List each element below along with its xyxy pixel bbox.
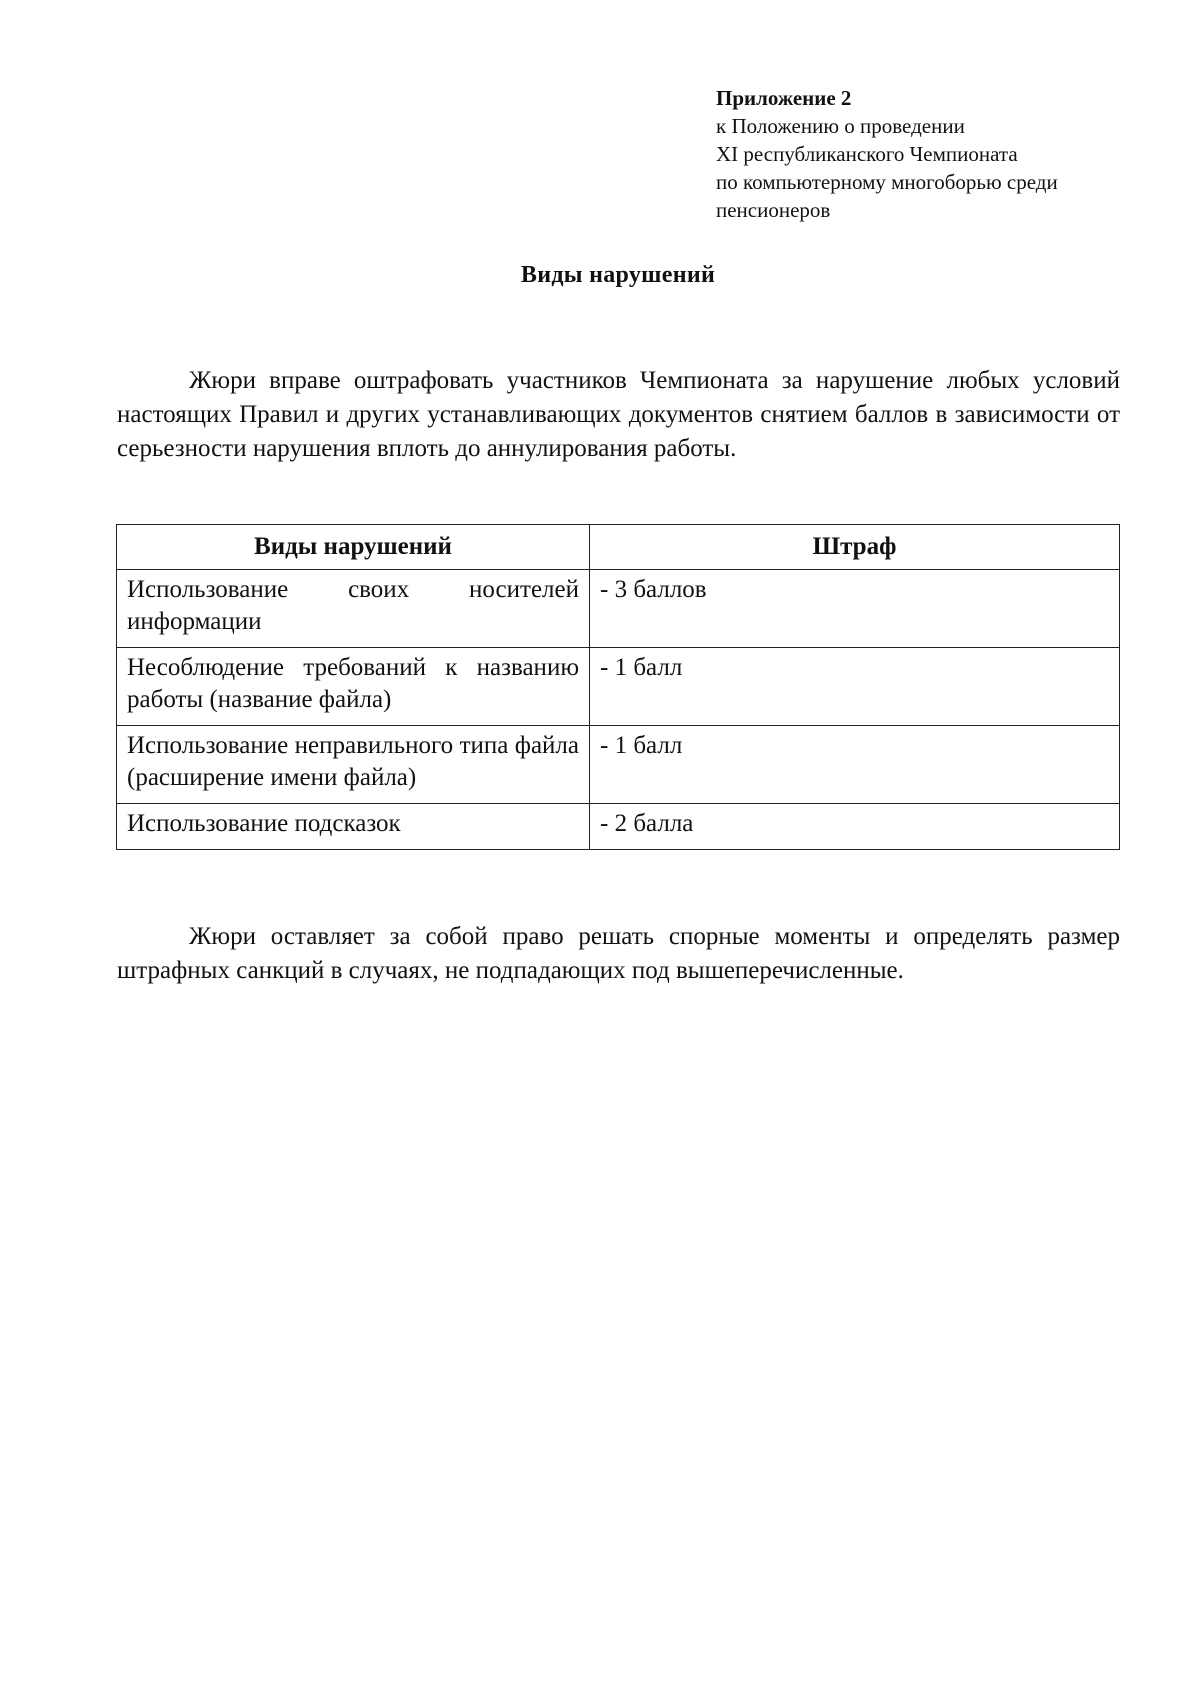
closing-paragraph: Жюри оставляет за собой право решать спорные моменты и определять размер штрафных санкций в случаях, не подпадающих под вышеперечисленные. bbox=[117, 923, 1120, 984]
annex-title: Приложение 2 bbox=[716, 86, 852, 110]
annex-line: по компьютерному многоборью среди bbox=[716, 170, 1058, 194]
column-header-violation: Виды нарушений bbox=[117, 525, 590, 570]
table-row bbox=[117, 726, 1120, 804]
document-title: Виды нарушений bbox=[520, 262, 716, 288]
table-header-row bbox=[117, 525, 1120, 570]
table-row bbox=[117, 804, 1120, 850]
column-header-penalty: Штраф bbox=[590, 525, 1120, 570]
penalty-cell: - 3 баллов bbox=[590, 570, 1120, 648]
penalties-table bbox=[116, 524, 1120, 850]
violation-cell: Несоблюдение требований к названию работы (название файла) bbox=[117, 648, 590, 726]
table-row bbox=[117, 570, 1120, 648]
annex-header bbox=[716, 84, 1156, 224]
intro-paragraph: Жюри вправе оштрафовать участников Чемпионата за нарушение любых условий настоящих Правил и других устанавливающих документов снятием баллов в зависимости от серьезности нарушения вплоть до аннулирования работы. bbox=[117, 367, 1120, 462]
annex-line: XI республиканского Чемпионата bbox=[716, 142, 1018, 166]
violation-cell: Использование подсказок bbox=[117, 804, 590, 850]
penalty-cell: - 1 балл bbox=[590, 648, 1120, 726]
violation-cell: Использование неправильного типа файла (расширение имени файла) bbox=[117, 726, 590, 804]
annex-line: пенсионеров bbox=[716, 198, 831, 222]
annex-line: к Положению о проведении bbox=[716, 114, 965, 138]
penalty-cell: - 2 балла bbox=[590, 804, 1120, 850]
violation-cell: Использование своих носителей информации bbox=[117, 570, 590, 648]
table-row bbox=[117, 648, 1120, 726]
penalty-cell: - 1 балл bbox=[590, 726, 1120, 804]
